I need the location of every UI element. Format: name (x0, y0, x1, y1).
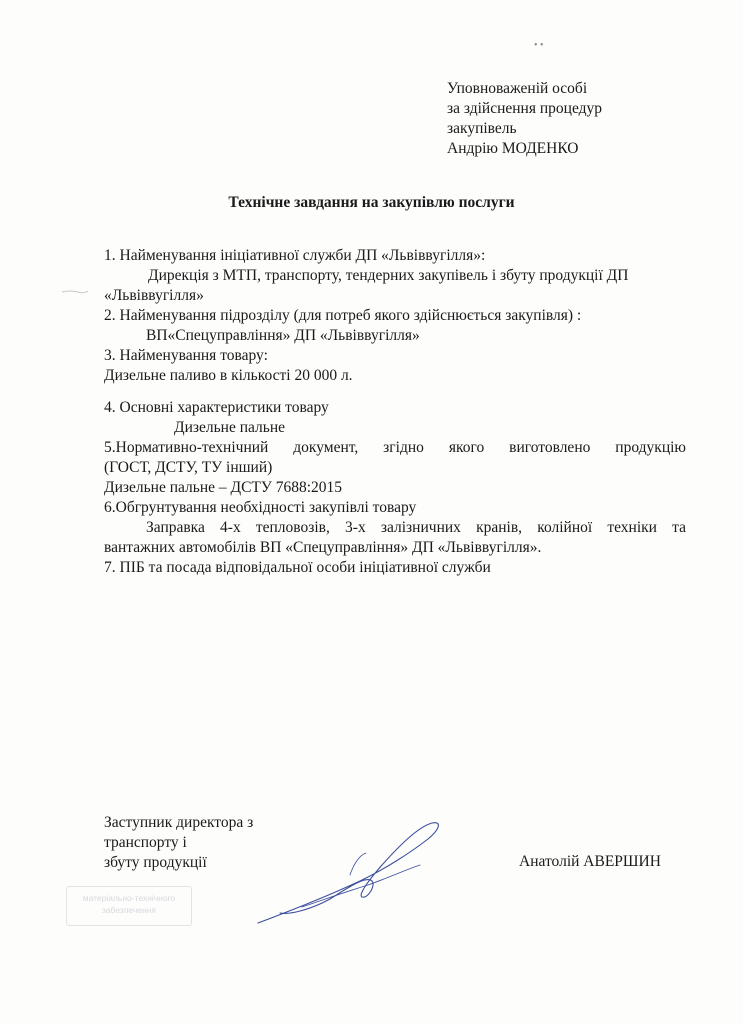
section-2-heading: 2. Найменування підрозділу (для потреб якого здійснюється закупівля) : (104, 307, 582, 324)
section-1-value: Дирекція з МТП, транспорту, тендерних закупівель і збуту продукції ДП (148, 267, 629, 284)
section-6-value-cont: вантажних автомобілів ВП «Спецуправління» ДП «Львіввугілля». (104, 539, 542, 556)
stamp-line: забезпечення (101, 905, 157, 915)
section-5-heading-cont: (ГОСТ, ДСТУ, ТУ інший) (104, 459, 273, 476)
document-title: Технічне завдання на закупівлю послуги (228, 194, 515, 211)
section-6-value: Заправка 4-х тепловозів, 3-х залізничних кранів, колійної техніки та (146, 519, 686, 536)
section-7-heading: 7. ПІБ та посада відповідальної особи ініціативної служби (104, 559, 491, 576)
signer-position-line: збуту продукції (104, 854, 207, 871)
section-4-value: Дизельне пальне (174, 419, 286, 436)
addressee-line: Андрію МОДЕНКО (447, 140, 579, 157)
document-body (104, 246, 686, 578)
signer-position-line: Заступник директора з (104, 814, 254, 831)
section-6-heading: 6.Обгрунтування необхідності закупівлі товару (104, 499, 417, 516)
handwritten-signature (250, 815, 450, 930)
section-1-heading: 1. Найменування ініціативної служби ДП «Львіввугілля»: (104, 247, 486, 264)
addressee-line: закупівель (447, 120, 517, 137)
stamp-line: матеріально-технічного (82, 893, 176, 903)
section-5-value: Дизельне пальне – ДСТУ 7688:2015 (104, 479, 343, 496)
signer-name: Анатолій АВЕРШИН (519, 853, 661, 870)
scan-dots: • • (534, 40, 544, 51)
section-3-value: Дизельне паливо в кількості 20 000 л. (104, 367, 353, 384)
section-4-heading: 4. Основні характеристики товару (104, 399, 329, 416)
addressee-line: за здійснення процедур (447, 100, 603, 117)
addressee-block (447, 79, 602, 159)
section-3-heading: 3. Найменування товару: (104, 347, 268, 364)
section-5-heading: 5.Нормативно-технічний документ, згідно якого виготовлено продукцію (104, 439, 686, 456)
section-1-value-cont: «Львіввугілля» (104, 287, 204, 304)
scan-mark (60, 287, 90, 297)
signer-position (104, 813, 253, 873)
addressee-line: Уповноваженій особі (447, 80, 588, 97)
section-2-value: ВП«Спецуправління» ДП «Львіввугілля» (146, 327, 420, 344)
signer-position-line: транспорту і (104, 834, 187, 851)
faded-stamp (66, 886, 192, 926)
